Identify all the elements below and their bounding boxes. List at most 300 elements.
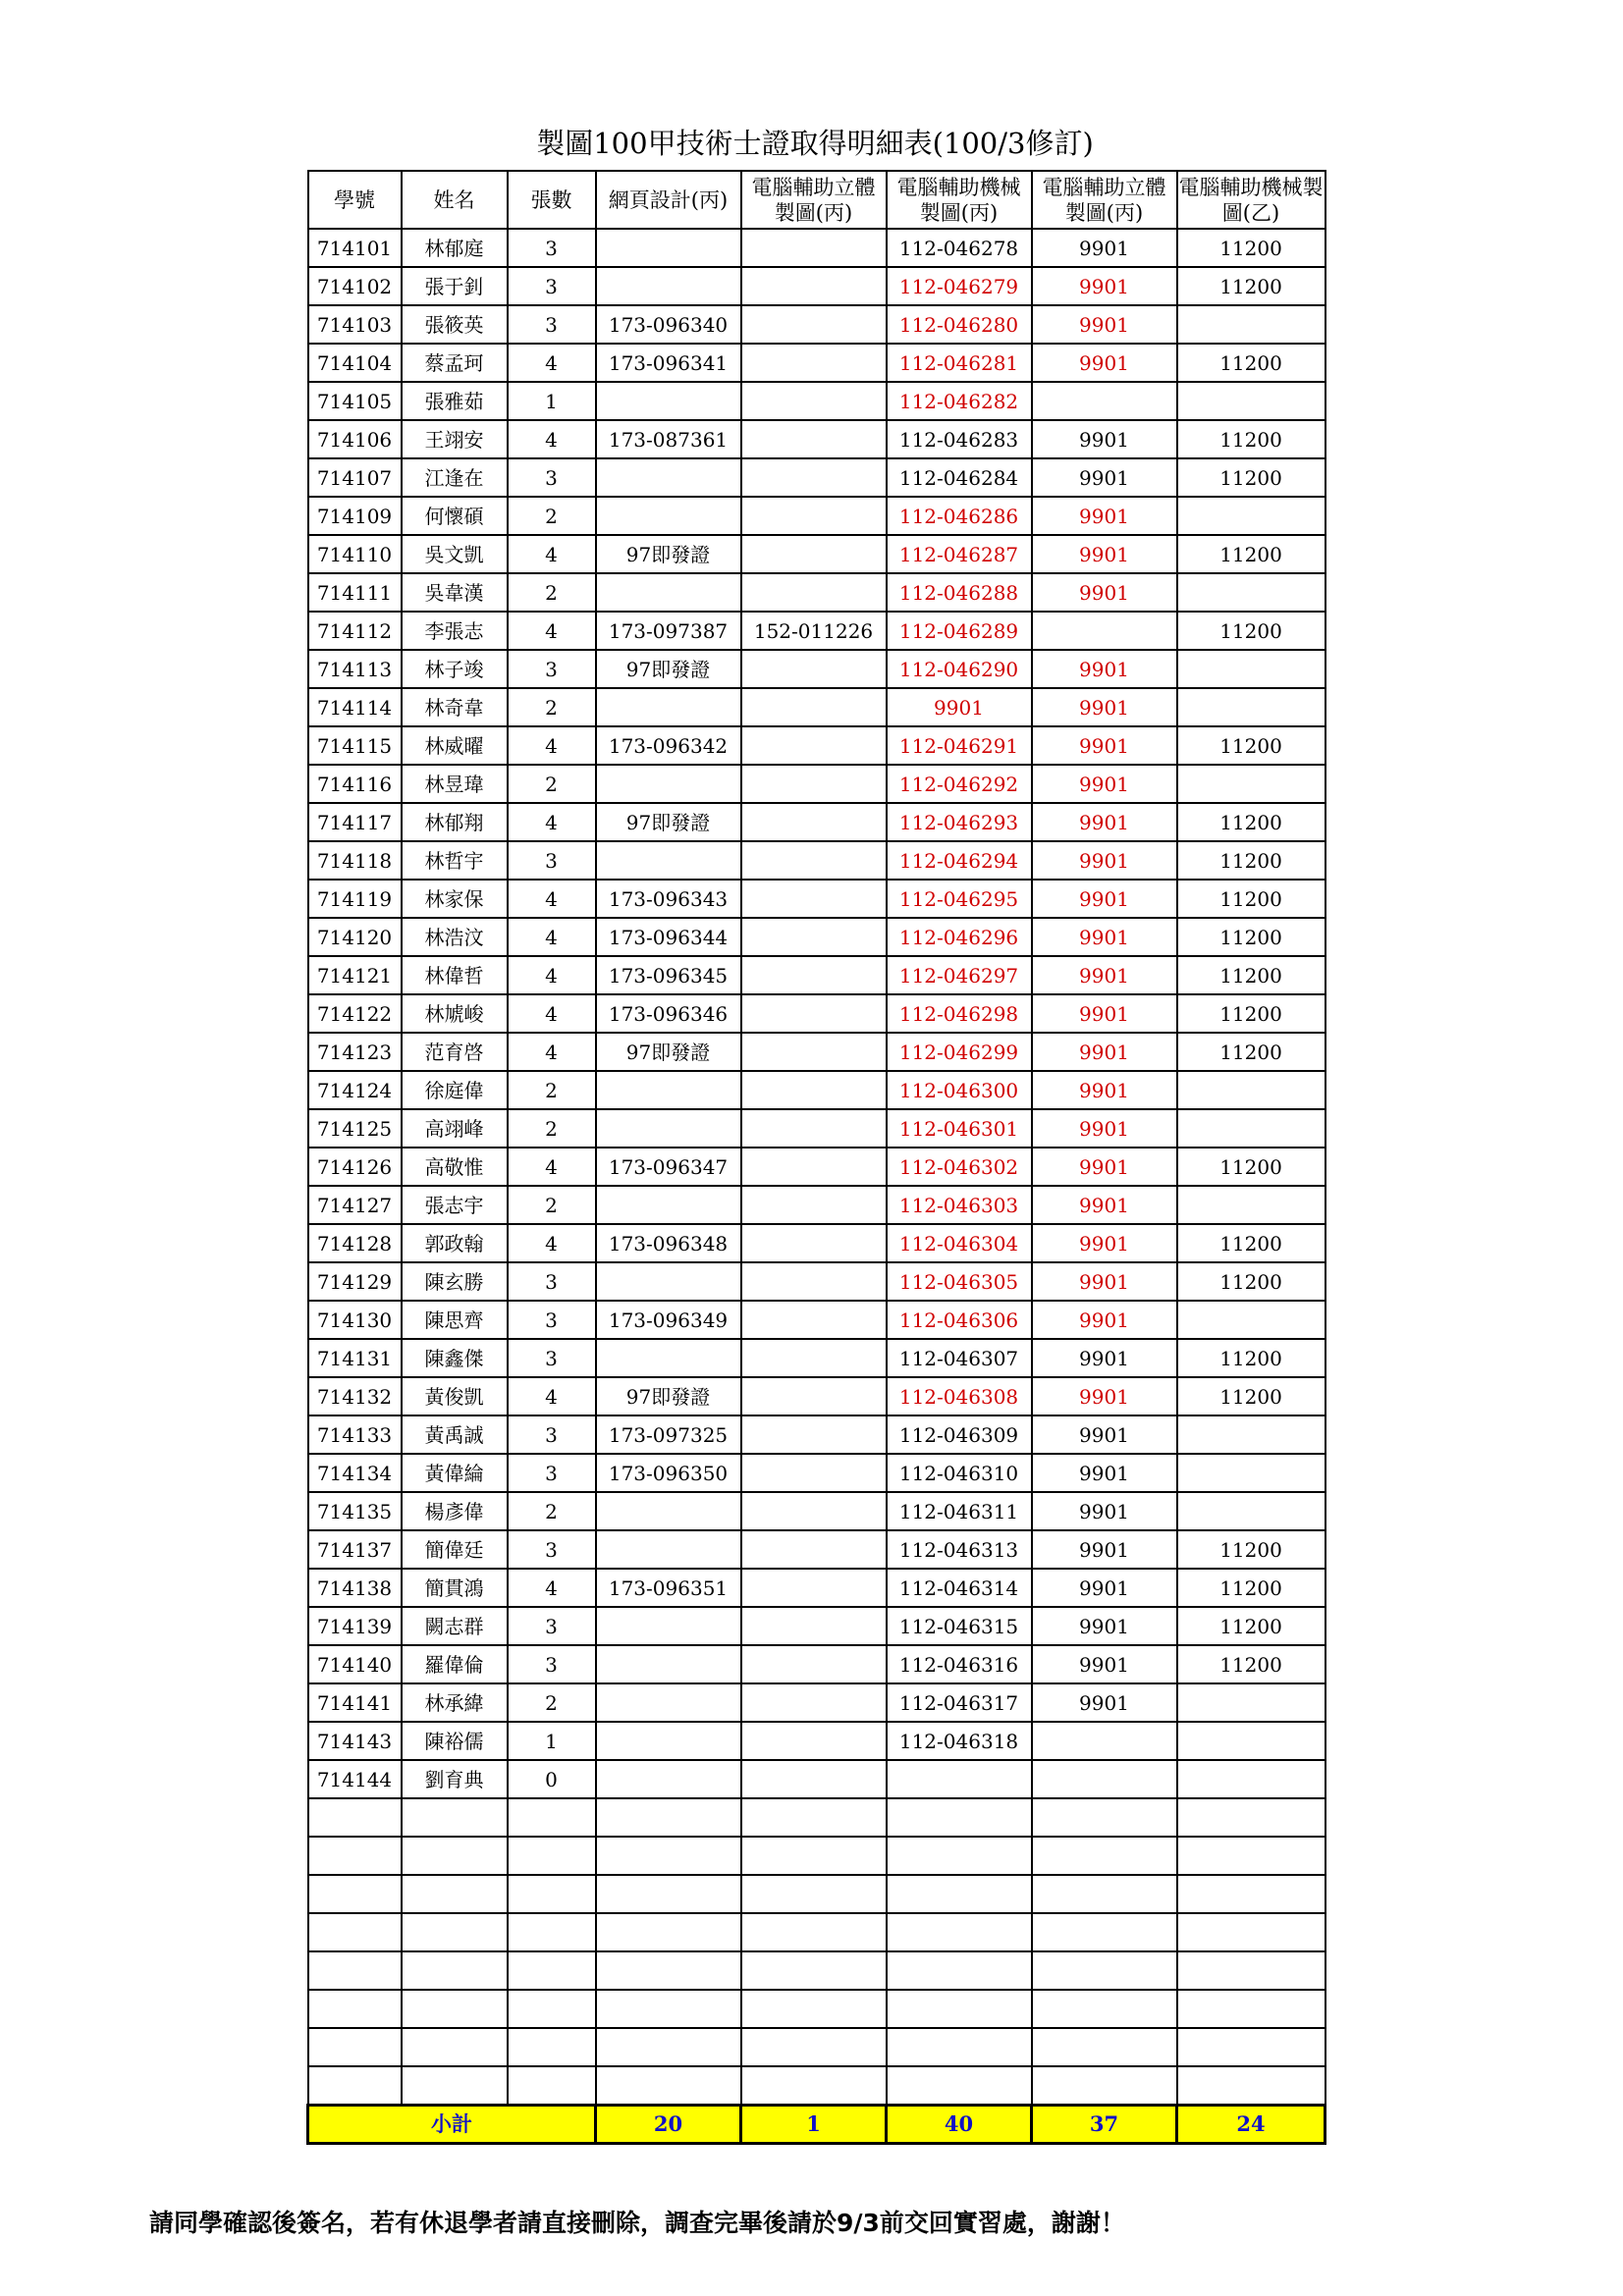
cad-solid-cell: 9901 [1032, 1492, 1177, 1530]
student-name: 林威曜 [402, 726, 508, 765]
web-design-cell: 173-096340 [596, 305, 741, 344]
cert-count [508, 1951, 596, 1990]
cad-3d-cell [741, 880, 887, 918]
table-row [308, 1033, 1325, 1071]
cad-3d-cell [741, 1071, 887, 1109]
cad-3d-cell [741, 1913, 887, 1951]
web-design-cell: 173-087361 [596, 420, 741, 458]
cad-mech-cell: 112-046301 [887, 1109, 1032, 1148]
cad-solid-cell [1032, 1760, 1177, 1798]
table-row [308, 2028, 1325, 2066]
cad-3d-cell [741, 994, 887, 1033]
table-row [308, 1798, 1325, 1837]
cad-3d-cell [741, 803, 887, 841]
cad-mech-b-cell: 11200 [1177, 1339, 1325, 1377]
student-name: 林郁庭 [402, 229, 508, 267]
cert-count: 2 [508, 765, 596, 803]
web-design-cell [596, 497, 741, 535]
header-row [308, 171, 1325, 229]
table-row [308, 612, 1325, 650]
cad-mech-cell [887, 1760, 1032, 1798]
table-row [308, 1837, 1325, 1875]
table-row [308, 1492, 1325, 1530]
cad-mech-b-cell [1177, 1186, 1325, 1224]
student-name: 黃禹誠 [402, 1415, 508, 1454]
table-row [308, 1875, 1325, 1913]
student-id [308, 1798, 402, 1837]
student-id [308, 2028, 402, 2066]
student-id: 714115 [308, 726, 402, 765]
student-name: 闕志群 [402, 1607, 508, 1645]
web-design-cell [596, 1875, 741, 1913]
cad-solid-cell [1032, 1990, 1177, 2028]
cert-count: 3 [508, 458, 596, 497]
cad-mech-cell: 112-046294 [887, 841, 1032, 880]
table-row [308, 1415, 1325, 1454]
student-id: 714110 [308, 535, 402, 573]
table-row [308, 458, 1325, 497]
student-name: 李張志 [402, 612, 508, 650]
cad-solid-cell: 9901 [1032, 1148, 1177, 1186]
cad-mech-b-cell: 11200 [1177, 1033, 1325, 1071]
web-design-cell [596, 1951, 741, 1990]
cad-3d-cell [741, 229, 887, 267]
student-id: 714143 [308, 1722, 402, 1760]
cad-mech-b-cell: 11200 [1177, 726, 1325, 765]
certificate-table [306, 170, 1326, 2145]
cad-mech-cell: 112-046283 [887, 420, 1032, 458]
student-name: 張于釗 [402, 267, 508, 305]
cad-solid-cell: 9901 [1032, 1377, 1177, 1415]
cad-solid-cell: 9901 [1032, 1454, 1177, 1492]
cad-mech-cell: 112-046296 [887, 918, 1032, 956]
cert-count [508, 1837, 596, 1875]
cad-mech-b-cell [1177, 2066, 1325, 2106]
student-name: 高敬惟 [402, 1148, 508, 1186]
student-name: 何懷碩 [402, 497, 508, 535]
student-name: 簡貫鴻 [402, 1569, 508, 1607]
table-row [308, 1683, 1325, 1722]
cad-solid-cell: 9901 [1032, 1301, 1177, 1339]
web-design-cell: 173-096349 [596, 1301, 741, 1339]
student-id: 714109 [308, 497, 402, 535]
cad-solid-cell: 9901 [1032, 229, 1177, 267]
cert-count [508, 2066, 596, 2106]
web-design-cell: 173-096348 [596, 1224, 741, 1262]
student-id: 714113 [308, 650, 402, 688]
student-name: 張筱英 [402, 305, 508, 344]
cert-count: 4 [508, 726, 596, 765]
student-id: 714129 [308, 1262, 402, 1301]
cad-3d-cell [741, 2028, 887, 2066]
cad-mech-b-cell [1177, 573, 1325, 612]
student-name: 范育啓 [402, 1033, 508, 1071]
student-name: 林承緯 [402, 1683, 508, 1722]
cad-mech-cell: 112-046287 [887, 535, 1032, 573]
subtotal-cad-mech: 40 [887, 2106, 1032, 2144]
web-design-cell: 173-096343 [596, 880, 741, 918]
student-name: 林昱瑋 [402, 765, 508, 803]
cad-3d-cell [741, 1492, 887, 1530]
student-id: 714105 [308, 382, 402, 420]
cad-mech-cell: 112-046305 [887, 1262, 1032, 1301]
cert-count: 4 [508, 344, 596, 382]
cad-3d-cell [741, 1569, 887, 1607]
cad-3d-cell [741, 841, 887, 880]
cad-mech-b-cell [1177, 1301, 1325, 1339]
cad-3d-cell [741, 1798, 887, 1837]
cert-count [508, 1798, 596, 1837]
student-id: 714119 [308, 880, 402, 918]
table-row [308, 1224, 1325, 1262]
cad-3d-cell [741, 344, 887, 382]
cad-solid-cell: 9901 [1032, 267, 1177, 305]
web-design-cell: 97即發證 [596, 803, 741, 841]
cad-solid-cell: 9901 [1032, 1569, 1177, 1607]
cad-3d-cell [741, 688, 887, 726]
web-design-cell [596, 573, 741, 612]
cad-mech-b-cell: 11200 [1177, 267, 1325, 305]
cad-solid-cell [1032, 1913, 1177, 1951]
table-row [308, 305, 1325, 344]
web-design-cell [596, 841, 741, 880]
student-id [308, 1990, 402, 2028]
cad-solid-cell: 9901 [1032, 956, 1177, 994]
web-design-cell: 173-097387 [596, 612, 741, 650]
cad-solid-cell [1032, 1722, 1177, 1760]
cad-3d-cell [741, 1186, 887, 1224]
web-design-cell: 173-096344 [596, 918, 741, 956]
cad-mech-cell: 112-046307 [887, 1339, 1032, 1377]
table-row [308, 535, 1325, 573]
subtotal-row [308, 2106, 1325, 2144]
web-design-cell [596, 267, 741, 305]
cert-count: 2 [508, 1071, 596, 1109]
cad-solid-cell: 9901 [1032, 994, 1177, 1033]
cad-3d-cell: 152-011226 [741, 612, 887, 650]
cad-mech-cell: 112-046309 [887, 1415, 1032, 1454]
student-name: 黃俊凱 [402, 1377, 508, 1415]
student-id: 714127 [308, 1186, 402, 1224]
cad-mech-cell: 112-046308 [887, 1377, 1032, 1415]
cad-solid-cell [1032, 382, 1177, 420]
cert-count: 4 [508, 880, 596, 918]
table-row [308, 726, 1325, 765]
student-name [402, 1798, 508, 1837]
cad-mech-b-cell [1177, 382, 1325, 420]
subtotal-label: 小計 [308, 2106, 596, 2144]
cad-mech-cell: 112-046278 [887, 229, 1032, 267]
table-row [308, 1377, 1325, 1415]
cad-mech-b-cell: 11200 [1177, 956, 1325, 994]
student-id: 714138 [308, 1569, 402, 1607]
header-cad-3d-c: 電腦輔助立體製圖(丙) [741, 171, 887, 229]
cad-3d-cell [741, 1875, 887, 1913]
cad-solid-cell: 9901 [1032, 918, 1177, 956]
table-row [308, 994, 1325, 1033]
student-name: 簡偉廷 [402, 1530, 508, 1569]
cad-mech-cell: 112-046292 [887, 765, 1032, 803]
cad-3d-cell [741, 1837, 887, 1875]
header-id: 學號 [308, 171, 402, 229]
cad-mech-cell: 112-046313 [887, 1530, 1032, 1569]
web-design-cell: 97即發證 [596, 535, 741, 573]
cad-mech-cell: 112-046303 [887, 1186, 1032, 1224]
web-design-cell [596, 1607, 741, 1645]
cert-count: 4 [508, 803, 596, 841]
cad-mech-cell: 9901 [887, 688, 1032, 726]
cert-count: 3 [508, 1301, 596, 1339]
cad-mech-b-cell [1177, 1415, 1325, 1454]
table-row [308, 229, 1325, 267]
web-design-cell [596, 1760, 741, 1798]
cad-3d-cell [741, 1109, 887, 1148]
cert-count: 3 [508, 1607, 596, 1645]
student-id: 714137 [308, 1530, 402, 1569]
cert-count: 3 [508, 267, 596, 305]
cad-3d-cell [741, 726, 887, 765]
student-id: 714131 [308, 1339, 402, 1377]
web-design-cell [596, 1071, 741, 1109]
student-id: 714112 [308, 612, 402, 650]
student-name: 王翊安 [402, 420, 508, 458]
cad-3d-cell [741, 382, 887, 420]
table-row [308, 1722, 1325, 1760]
cert-count: 2 [508, 573, 596, 612]
student-id: 714132 [308, 1377, 402, 1415]
student-name: 陳玄勝 [402, 1262, 508, 1301]
cad-mech-cell: 112-046286 [887, 497, 1032, 535]
cert-count: 4 [508, 918, 596, 956]
web-design-cell [596, 2028, 741, 2066]
student-name [402, 1837, 508, 1875]
cad-mech-cell: 112-046293 [887, 803, 1032, 841]
footnote: 請同學確認後簽名，若有休退學者請直接刪除，調查完畢後請於9/3前交回實習處，謝謝！ [149, 2209, 1125, 2237]
table-row [308, 765, 1325, 803]
web-design-cell: 97即發證 [596, 1377, 741, 1415]
subtotal-cad-solid: 37 [1032, 2106, 1177, 2144]
cad-mech-b-cell: 11200 [1177, 420, 1325, 458]
cert-count: 3 [508, 1530, 596, 1569]
cad-mech-b-cell: 11200 [1177, 612, 1325, 650]
cad-solid-cell: 9901 [1032, 650, 1177, 688]
cad-solid-cell: 9901 [1032, 1530, 1177, 1569]
web-design-cell [596, 1109, 741, 1148]
student-id: 714101 [308, 229, 402, 267]
page-title: 製圖100甲技術士證取得明細表(100/3修訂) [536, 127, 1094, 160]
student-name: 林子竣 [402, 650, 508, 688]
cad-solid-cell: 9901 [1032, 726, 1177, 765]
student-id: 714130 [308, 1301, 402, 1339]
student-id [308, 1951, 402, 1990]
cad-mech-b-cell: 11200 [1177, 1224, 1325, 1262]
cad-mech-b-cell: 11200 [1177, 1377, 1325, 1415]
web-design-cell [596, 1683, 741, 1722]
student-name: 林郁翔 [402, 803, 508, 841]
cert-count: 2 [508, 1492, 596, 1530]
cert-count: 4 [508, 1033, 596, 1071]
cad-mech-cell [887, 1875, 1032, 1913]
cad-mech-cell: 112-046295 [887, 880, 1032, 918]
cad-solid-cell: 9901 [1032, 458, 1177, 497]
cert-count: 4 [508, 1569, 596, 1607]
cad-mech-b-cell [1177, 1492, 1325, 1530]
table-row [308, 382, 1325, 420]
table-row [308, 1148, 1325, 1186]
student-id: 714122 [308, 994, 402, 1033]
web-design-cell: 173-096350 [596, 1454, 741, 1492]
cad-mech-b-cell [1177, 497, 1325, 535]
web-design-cell: 97即發證 [596, 1033, 741, 1071]
cad-3d-cell [741, 1645, 887, 1683]
student-id: 714118 [308, 841, 402, 880]
student-id: 714104 [308, 344, 402, 382]
table-row [308, 1109, 1325, 1148]
web-design-cell [596, 382, 741, 420]
cad-3d-cell [741, 650, 887, 688]
cad-solid-cell: 9901 [1032, 305, 1177, 344]
web-design-cell [596, 765, 741, 803]
student-id: 714141 [308, 1683, 402, 1722]
cad-3d-cell [741, 1377, 887, 1415]
cert-count: 2 [508, 688, 596, 726]
table-row [308, 1645, 1325, 1683]
cad-mech-b-cell: 11200 [1177, 803, 1325, 841]
student-id: 714111 [308, 573, 402, 612]
web-design-cell: 173-097325 [596, 1415, 741, 1454]
cad-mech-b-cell: 11200 [1177, 535, 1325, 573]
cert-count: 3 [508, 1262, 596, 1301]
student-name: 陳裕儒 [402, 1722, 508, 1760]
cert-count: 4 [508, 1377, 596, 1415]
student-id: 714125 [308, 1109, 402, 1148]
header-web-design: 網頁設計(丙) [596, 171, 741, 229]
student-name [402, 1990, 508, 2028]
cad-mech-cell: 112-046316 [887, 1645, 1032, 1683]
cad-mech-b-cell: 11200 [1177, 229, 1325, 267]
cad-solid-cell: 9901 [1032, 1339, 1177, 1377]
cad-3d-cell [741, 1760, 887, 1798]
cert-count: 2 [508, 497, 596, 535]
cad-mech-b-cell: 11200 [1177, 994, 1325, 1033]
cad-3d-cell [741, 458, 887, 497]
cad-solid-cell: 9901 [1032, 535, 1177, 573]
student-id [308, 1913, 402, 1951]
subtotal-cad-mech-b: 24 [1177, 2106, 1325, 2144]
table-row [308, 267, 1325, 305]
student-id: 714135 [308, 1492, 402, 1530]
cad-3d-cell [741, 918, 887, 956]
student-id [308, 1837, 402, 1875]
cad-solid-cell: 9901 [1032, 420, 1177, 458]
student-name: 張雅茹 [402, 382, 508, 420]
cad-mech-b-cell: 11200 [1177, 1148, 1325, 1186]
web-design-cell [596, 1530, 741, 1569]
cert-count: 1 [508, 1722, 596, 1760]
cad-3d-cell [741, 1339, 887, 1377]
table-row [308, 344, 1325, 382]
cert-count: 4 [508, 420, 596, 458]
cad-solid-cell [1032, 1875, 1177, 1913]
header-count: 張數 [508, 171, 596, 229]
cad-3d-cell [741, 1722, 887, 1760]
web-design-cell [596, 2066, 741, 2106]
cert-count: 4 [508, 535, 596, 573]
web-design-cell [596, 1339, 741, 1377]
cad-mech-cell: 112-046291 [887, 726, 1032, 765]
cad-mech-b-cell: 11200 [1177, 841, 1325, 880]
cad-mech-cell [887, 1837, 1032, 1875]
table-row [308, 688, 1325, 726]
web-design-cell [596, 688, 741, 726]
table-row [308, 1569, 1325, 1607]
cad-mech-cell: 112-046282 [887, 382, 1032, 420]
student-name [402, 1913, 508, 1951]
cad-3d-cell [741, 1990, 887, 2028]
cad-mech-cell: 112-046304 [887, 1224, 1032, 1262]
cad-solid-cell: 9901 [1032, 880, 1177, 918]
cad-mech-b-cell: 11200 [1177, 918, 1325, 956]
cad-solid-cell: 9901 [1032, 1186, 1177, 1224]
header-cad-mech-b: 電腦輔助機械製圖(乙) [1177, 171, 1325, 229]
cad-3d-cell [741, 1607, 887, 1645]
cad-mech-b-cell: 11200 [1177, 344, 1325, 382]
cad-solid-cell: 9901 [1032, 765, 1177, 803]
cert-count: 0 [508, 1760, 596, 1798]
web-design-cell [596, 229, 741, 267]
cert-count: 4 [508, 994, 596, 1033]
student-name: 吳文凱 [402, 535, 508, 573]
cad-mech-cell: 112-046288 [887, 573, 1032, 612]
cert-count: 4 [508, 1224, 596, 1262]
cad-mech-cell: 112-046281 [887, 344, 1032, 382]
cad-3d-cell [741, 305, 887, 344]
student-name: 徐庭偉 [402, 1071, 508, 1109]
cert-count: 4 [508, 1148, 596, 1186]
cad-mech-b-cell [1177, 1913, 1325, 1951]
student-id: 714116 [308, 765, 402, 803]
cad-mech-b-cell: 11200 [1177, 1530, 1325, 1569]
student-name: 林偉哲 [402, 956, 508, 994]
student-name [402, 1875, 508, 1913]
student-id: 714102 [308, 267, 402, 305]
cad-mech-b-cell [1177, 1683, 1325, 1722]
cad-solid-cell: 9901 [1032, 803, 1177, 841]
cad-solid-cell [1032, 2028, 1177, 2066]
table-row [308, 420, 1325, 458]
student-name [402, 1951, 508, 1990]
cad-solid-cell: 9901 [1032, 1683, 1177, 1722]
cad-mech-b-cell [1177, 1875, 1325, 1913]
cad-3d-cell [741, 956, 887, 994]
cad-3d-cell [741, 420, 887, 458]
table-row [308, 1071, 1325, 1109]
student-id [308, 2066, 402, 2106]
cad-solid-cell: 9901 [1032, 344, 1177, 382]
cad-mech-cell: 112-046297 [887, 956, 1032, 994]
cad-mech-b-cell: 11200 [1177, 1645, 1325, 1683]
cad-3d-cell [741, 535, 887, 573]
web-design-cell [596, 1913, 741, 1951]
cad-3d-cell [741, 1224, 887, 1262]
web-design-cell: 173-096345 [596, 956, 741, 994]
web-design-cell [596, 1798, 741, 1837]
student-name: 高翊峰 [402, 1109, 508, 1148]
table-row [308, 918, 1325, 956]
cert-count: 3 [508, 650, 596, 688]
subtotal-web-design: 20 [596, 2106, 741, 2144]
cad-mech-b-cell: 11200 [1177, 458, 1325, 497]
